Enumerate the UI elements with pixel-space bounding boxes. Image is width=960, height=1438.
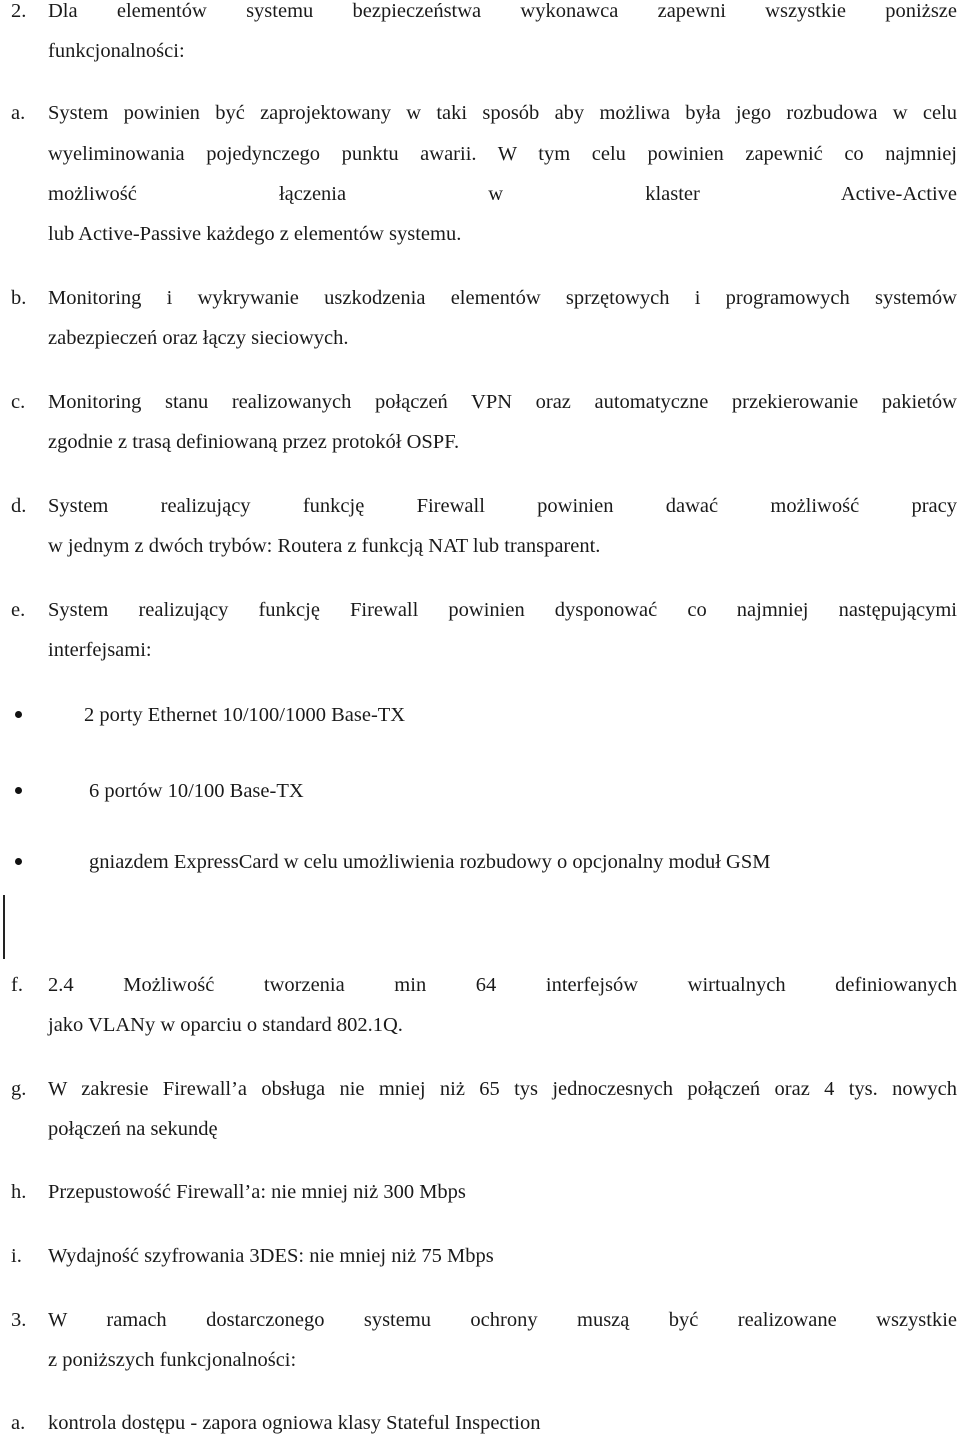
item-text-line: możliwość łączenia w klaster Active-Active — [48, 183, 957, 205]
item-text-line: wyeliminowania pojedynczego punktu awarii. W tym celu powinien zapewnić co najmniej — [48, 143, 957, 165]
item-text-line: System realizujący funkcję Firewall powinien dawać możliwość pracy — [48, 495, 957, 517]
bullet-icon — [15, 787, 22, 794]
item-marker: 3. — [11, 1309, 27, 1331]
item-text-line: w jednym z dwóch trybów: Routera z funkcją NAT lub transparent. — [48, 535, 601, 557]
item-marker: e. — [11, 599, 26, 621]
bullet-icon — [15, 858, 22, 865]
bullet-text: 6 portów 10/100 Base-TX — [89, 780, 304, 802]
item-text-line: 2.4 Możliwość tworzenia min 64 interfejsów wirtualnych definiowanych — [48, 974, 957, 996]
item-text-line: Monitoring stanu realizowanych połączeń VPN oraz automatyczne przekierowanie pakietów — [48, 391, 957, 413]
item-text-line: W ramach dostarczonego systemu ochrony muszą być realizowane wszystkie — [48, 1309, 957, 1331]
item-text-line: System powinien być zaprojektowany w taki sposób aby możliwa była jego rozbudowa w celu — [48, 102, 957, 124]
item-marker: b. — [11, 287, 27, 309]
item-text-line: lub Active-Passive każdego z elementów systemu. — [48, 223, 462, 245]
item-marker: d. — [11, 495, 27, 517]
item-text-line: zgodnie z trasą definiowaną przez protokół OSPF. — [48, 431, 460, 453]
item-text-line: połączeń na sekundę — [48, 1118, 218, 1140]
item-text-line: zabezpieczeń oraz łączy sieciowych. — [48, 327, 349, 349]
item-text-line: Wydajność szyfrowania 3DES: nie mniej niż 75 Mbps — [48, 1245, 494, 1267]
bullet-text: 2 porty Ethernet 10/100/1000 Base-TX — [84, 704, 406, 726]
item-marker: 2. — [11, 0, 27, 22]
bullet-icon — [15, 711, 22, 718]
item-text-line: Przepustowość Firewall’a: nie mniej niż 300 Mbps — [48, 1181, 466, 1203]
change-bar — [3, 895, 5, 959]
item-text-line: interfejsami: — [48, 639, 152, 661]
item-text-line: System realizujący funkcję Firewall powinien dysponować co najmniej następującymi — [48, 599, 957, 621]
item-marker: g. — [11, 1078, 27, 1100]
item-marker: f. — [11, 974, 23, 996]
item-marker: a. — [11, 1412, 26, 1434]
item-marker: i. — [11, 1245, 22, 1267]
item-marker: c. — [11, 391, 26, 413]
item-text-line: Dla elementów systemu bezpieczeństwa wykonawca zapewni wszystkie poniższe — [48, 0, 957, 22]
item-marker: a. — [11, 102, 26, 124]
item-text-line: z poniższych funkcjonalności: — [48, 1349, 297, 1371]
item-text-line: jako VLANy w oparciu o standard 802.1Q. — [48, 1014, 403, 1036]
item-text-line: funkcjonalności: — [48, 40, 185, 62]
item-text-line: kontrola dostępu - zapora ogniowa klasy Stateful Inspection — [48, 1412, 541, 1434]
bullet-text: gniazdem ExpressCard w celu umożliwienia rozbudowy o opcjonalny moduł GSM — [89, 851, 771, 873]
item-marker: h. — [11, 1181, 27, 1203]
item-text-line: Monitoring i wykrywanie uszkodzenia elementów sprzętowych i programowych systemów — [48, 287, 957, 309]
item-text-line: W zakresie Firewall’a obsługa nie mniej niż 65 tys jednoczesnych połączeń oraz 4 tys. nowych — [48, 1078, 957, 1100]
